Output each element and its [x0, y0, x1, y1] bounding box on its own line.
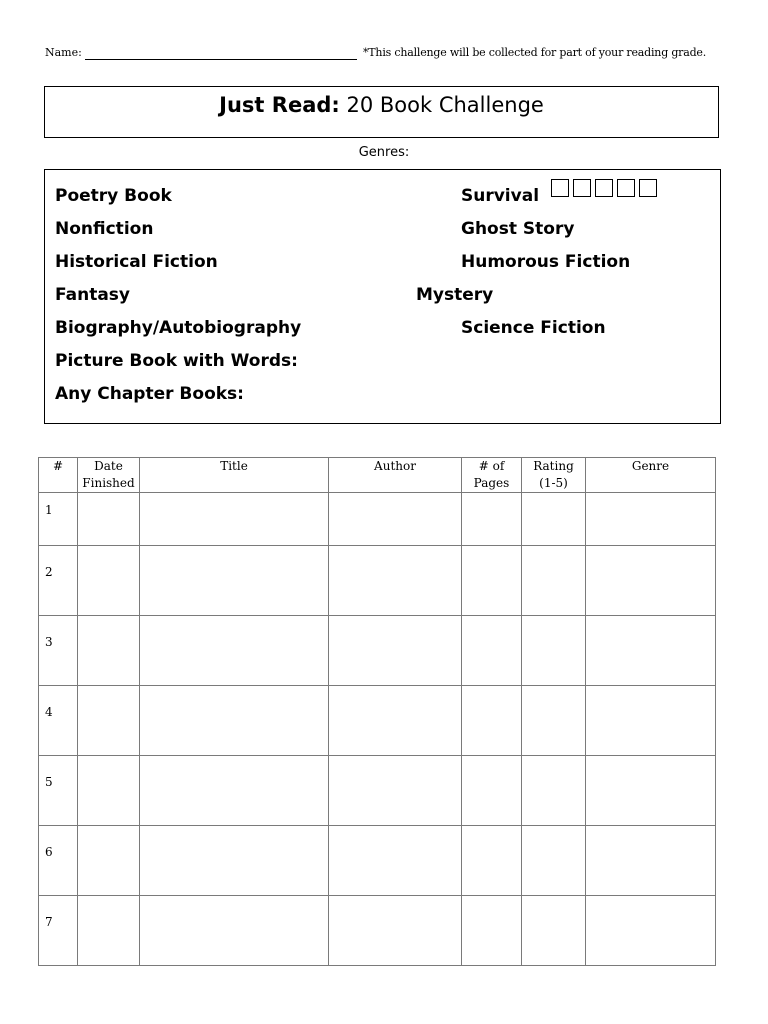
title-cell[interactable]: [140, 686, 329, 756]
date-finished-cell[interactable]: [78, 546, 140, 616]
date-finished-cell[interactable]: [78, 493, 140, 546]
date-finished-cell[interactable]: [78, 896, 140, 966]
genre-cell[interactable]: [586, 826, 716, 896]
table-row: [39, 896, 716, 966]
checkbox[interactable]: [617, 179, 635, 197]
row-number: 2: [39, 546, 78, 616]
title-cell[interactable]: [140, 493, 329, 546]
pages-cell[interactable]: [462, 756, 522, 826]
pages-cell[interactable]: [462, 493, 522, 546]
row-number: 7: [39, 896, 78, 966]
genre-survival: Survival: [461, 186, 540, 206]
header-number: #: [39, 458, 78, 493]
checkbox[interactable]: [595, 179, 613, 197]
row-number: 5: [39, 756, 78, 826]
genre-fantasy: Fantasy: [55, 285, 130, 305]
author-cell[interactable]: [329, 896, 462, 966]
page-title: [45, 93, 718, 117]
pages-cell[interactable]: [462, 686, 522, 756]
author-cell[interactable]: [329, 686, 462, 756]
author-cell[interactable]: [329, 756, 462, 826]
pages-cell[interactable]: [462, 826, 522, 896]
title-cell[interactable]: [140, 546, 329, 616]
genre-cell[interactable]: [586, 616, 716, 686]
title-cell[interactable]: [140, 616, 329, 686]
date-finished-cell[interactable]: [78, 756, 140, 826]
genre-science-fiction: Science Fiction: [461, 318, 606, 338]
header-author: Author: [329, 458, 462, 493]
table-header-row: [39, 458, 716, 493]
genres-box: [44, 169, 721, 424]
genre-cell[interactable]: [586, 686, 716, 756]
table-row: [39, 493, 716, 546]
rating-cell[interactable]: [522, 826, 586, 896]
rating-cell[interactable]: [522, 493, 586, 546]
table-row: [39, 756, 716, 826]
genre-picture-book: Picture Book with Words:: [55, 351, 298, 371]
genre-chapter-books: Any Chapter Books:: [55, 384, 244, 404]
row-number: 3: [39, 616, 78, 686]
genre-humorous-fiction: Humorous Fiction: [461, 252, 631, 272]
author-cell[interactable]: [329, 616, 462, 686]
author-cell[interactable]: [329, 826, 462, 896]
row-number: 6: [39, 826, 78, 896]
reading-log-table: [38, 457, 716, 966]
checkbox[interactable]: [573, 179, 591, 197]
genre-cell[interactable]: [586, 546, 716, 616]
rating-cell[interactable]: [522, 616, 586, 686]
rating-cell[interactable]: [522, 546, 586, 616]
genre-nonfiction: Nonfiction: [55, 219, 154, 239]
header-rating: Rating (1-5): [522, 458, 586, 493]
genre-biography: Biography/Autobiography: [55, 318, 302, 338]
header-date-finished: Date Finished: [78, 458, 140, 493]
date-finished-cell[interactable]: [78, 826, 140, 896]
author-cell[interactable]: [329, 546, 462, 616]
checkbox[interactable]: [639, 179, 657, 197]
pages-cell[interactable]: [462, 616, 522, 686]
genre-cell[interactable]: [586, 896, 716, 966]
table-row: [39, 546, 716, 616]
header-pages: # of Pages: [462, 458, 522, 493]
genre-poetry: Poetry Book: [55, 186, 172, 206]
rating-cell[interactable]: [522, 686, 586, 756]
header-title: Title: [140, 458, 329, 493]
pages-cell[interactable]: [462, 546, 522, 616]
genre-cell[interactable]: [586, 493, 716, 546]
name-row: [45, 46, 725, 64]
header-genre: Genre: [586, 458, 716, 493]
genre-mystery: Mystery: [416, 285, 494, 305]
rating-cell[interactable]: [522, 756, 586, 826]
genre-ghost-story: Ghost Story: [461, 219, 575, 239]
genre-historical-fiction: Historical Fiction: [55, 252, 218, 272]
date-finished-cell[interactable]: [78, 686, 140, 756]
title-bold: Just Read:: [219, 93, 340, 117]
table-row: [39, 686, 716, 756]
genres-label: Genres:: [358, 145, 410, 160]
survival-checkboxes: [551, 179, 661, 199]
title-cell[interactable]: [140, 826, 329, 896]
table-row: [39, 616, 716, 686]
name-field[interactable]: [85, 59, 357, 60]
date-finished-cell[interactable]: [78, 616, 140, 686]
title-cell[interactable]: [140, 756, 329, 826]
row-number: 1: [39, 493, 78, 546]
checkbox[interactable]: [551, 179, 569, 197]
title-box: [44, 86, 719, 138]
title-regular: 20 Book Challenge: [339, 93, 544, 117]
author-cell[interactable]: [329, 493, 462, 546]
table-row: [39, 826, 716, 896]
row-number: 4: [39, 686, 78, 756]
rating-cell[interactable]: [522, 896, 586, 966]
name-label: Name:: [45, 46, 82, 59]
pages-cell[interactable]: [462, 896, 522, 966]
grade-note: *This challenge will be collected for part of your reading grade.: [363, 46, 707, 59]
title-cell[interactable]: [140, 896, 329, 966]
genre-cell[interactable]: [586, 756, 716, 826]
